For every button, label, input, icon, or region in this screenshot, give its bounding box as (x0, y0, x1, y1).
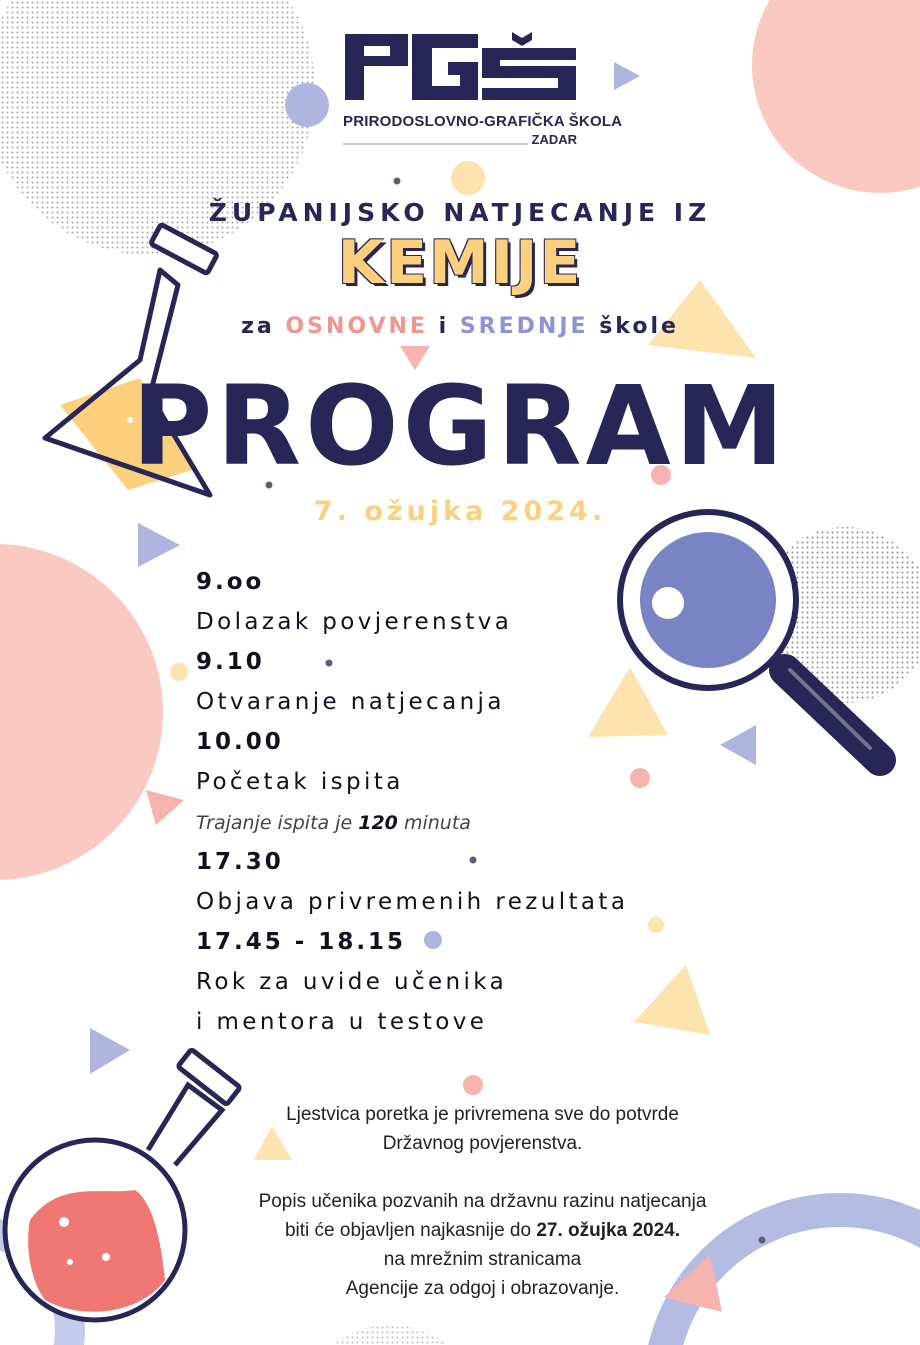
school-city: ZADAR (531, 132, 577, 147)
schedule-activity-1: Dolazak povjerenstva (196, 609, 513, 635)
exam-note-prefix: Trajanje ispita je (196, 812, 353, 834)
footer-line (200, 1216, 765, 1245)
pink-circle-top-right (752, 0, 920, 193)
dot-yellow (170, 663, 188, 681)
dot-pink (463, 1075, 483, 1095)
footer-publication-note (200, 1187, 765, 1303)
footer-line: na mrežnim stranicama (383, 1249, 582, 1270)
footer-deadline-prefix: biti će objavljen najkasnije do (284, 1220, 532, 1241)
dot-lavender (285, 83, 329, 127)
levels-suffix: škole (599, 314, 679, 339)
schedule-time-3: 10.00 (196, 729, 284, 755)
triangle-lavender (138, 523, 180, 567)
footer-ranking-note (200, 1100, 765, 1158)
dot-navy (394, 178, 401, 185)
schedule-time-1: 9.oo (196, 569, 265, 595)
footer-line: Ljestvica poretka je privremena sve do potvrde (286, 1104, 679, 1125)
schedule-activity-5-line-2: i mentora u testove (196, 1009, 488, 1035)
event-date: 7. ožujka 2024. (313, 496, 607, 527)
exam-duration-note (196, 803, 756, 843)
heading-school-levels (0, 314, 920, 339)
schedule-time-4: 17.30 (196, 849, 284, 875)
heading-program: PROGRAM (131, 362, 789, 490)
footer-line: Agencije za odgoj i obrazovanje. (345, 1278, 620, 1299)
pink-circle-left (0, 544, 163, 880)
levels-and: i (438, 314, 450, 339)
heading-competition: ŽUPANIJSKO NATJECANJE IZ (208, 198, 712, 227)
levels-osnovne: OSNOVNE (285, 314, 428, 339)
triangle-lavender (614, 62, 640, 90)
footer-deadline-date: 27. ožujka 2024. (536, 1220, 681, 1241)
footer-line: Popis učenika pozvanih na državnu razinu natjecanja (258, 1191, 707, 1212)
triangle-lavender (90, 1028, 130, 1074)
footer-line: Državnog povjerenstva. (382, 1133, 583, 1154)
levels-prefix: za (241, 314, 275, 339)
halftone-circle-bottom (295, 1325, 485, 1345)
schedule-activity-2: Otvaranje natjecanja (196, 689, 505, 715)
exam-note-suffix: minuta (403, 812, 471, 834)
dot-yellow (451, 161, 485, 195)
schedule-time-5: 17.45 - 18.15 (196, 929, 407, 955)
schedule-activity-4: Objava privremenih rezultata (196, 889, 629, 915)
exam-note-value: 120 (358, 812, 398, 834)
schedule-time-2: 9.10 (196, 649, 265, 675)
schedule-activity-5: Rok za uvide učenika (196, 969, 508, 995)
schedule-activity-3: Početak ispita (196, 769, 404, 795)
triangle-pink (146, 790, 184, 825)
heading-subject: KEMIJE (337, 228, 583, 298)
school-name: PRIRODOSLOVNO-GRAFIČKA ŠKOLA (343, 113, 623, 130)
levels-srednje: SREDNJE (459, 314, 589, 339)
